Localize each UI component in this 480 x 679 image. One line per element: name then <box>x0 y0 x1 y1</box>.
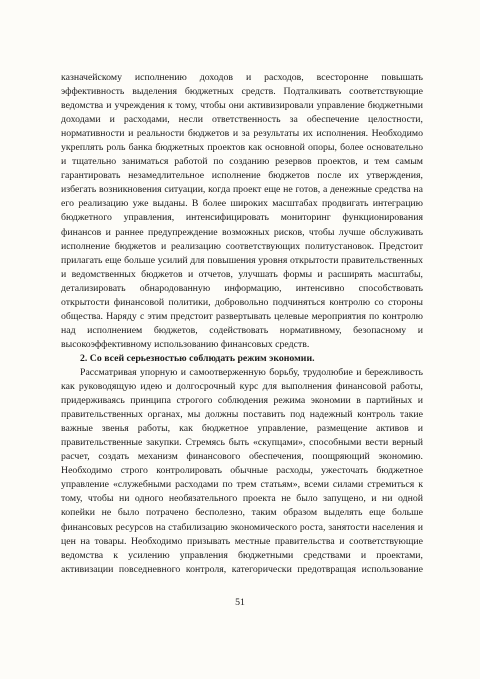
text-line: и ведомственных бюджетов и отчетов, улучшать формы и расширять масштабы, <box>61 268 423 280</box>
text-line: придерживаясь принципа строгого соблюдения режима экономии в партийных и <box>61 395 423 407</box>
text-line: как руководящую идею и долгосрочный курс для выполнения финансовой работы, <box>61 381 423 393</box>
text-line: правительственных органах, мы должны поставить под надежный контроль такие <box>61 409 423 421</box>
text-line: правительственные закупки. Стремясь быть «скупцами», способными вести верный <box>61 437 423 449</box>
text-line: его реализацию уже выданы. В более широких масштабах продвигать интеграцию <box>61 198 423 210</box>
text-line: и тщательно заниматься работой по созданию резервов проектов, и тем самым <box>61 156 423 168</box>
text-line: исполнение бюджетов и реализацию соответствующих политустановок. Предстоит <box>61 240 423 252</box>
text-line: избегать возникновения ситуации, когда проект еще не готов, а денежные средства на <box>61 184 423 196</box>
text-line: казначейскому исполнению доходов и расходов, всесторонне повышать <box>61 72 423 83</box>
text-line: общества. Наряду с этим предстоит развертывать целевые мероприятия по контролю <box>61 310 423 322</box>
text-line: детализировать обнародованную информацию, интенсивно способствовать <box>61 282 423 294</box>
page-number: 51 <box>235 597 245 608</box>
text-line: ведомства и учреждения к тому, чтобы они активизировали управление бюджетными <box>61 100 423 112</box>
body-text <box>61 71 423 577</box>
text-line: тому, чтобы ни одного необязательного проекта не было запущено, и ни одной <box>61 493 423 505</box>
text-line: цен на товары. Необходимо призывать местные правительства и соответствующие <box>61 535 423 547</box>
text-line: активизации повседневного контроля, категорически предотвращая использование <box>61 563 423 575</box>
text-line: важные звенья работы, как бюджетное управление, размещение активов и <box>61 423 423 435</box>
text-line: нормативности и реальности бюджетов и за результаты их исполнения. Необходимо <box>61 128 423 140</box>
text-line: гарантировать незамедлительное исполнение бюджетов после их утверждения, <box>61 170 423 182</box>
text-line: прилагать еще больше усилий для повышения уровня открытости правительственных <box>61 254 423 266</box>
text-line: Необходимо строго контролировать обычные расходы, ужесточать бюджетное <box>61 465 423 477</box>
text-line: финансовых ресурсов на стабилизацию экономического роста, занятости населения и <box>61 521 423 533</box>
text-line: доходами и расходами, несли ответственность за обеспечение целостности, <box>61 114 423 126</box>
text-line: над исполнением бюджетов, содействовать нормативному, безопасному и <box>61 324 423 336</box>
text-line: финансов и раннее предупреждение возможных рисков, чтобы лучше обслуживать <box>61 226 423 238</box>
text-line: копейки не было потрачено бесполезно, таким образом выделять еще больше <box>61 507 423 519</box>
text-line: расчет, создать механизм финансового обеспечения, поощряющий экономию. <box>61 451 423 463</box>
text-line: бюджетного управления, интенсифицировать мониторинг функционирования <box>61 212 423 224</box>
text-line: управление «служебными расходами по трем статьям», всеми силами стремиться к <box>61 479 423 491</box>
text-line: Рассматривая упорную и самоотверженную борьбу, трудолюбие и бережливость <box>80 366 423 378</box>
text-line: укреплять роль банка бюджетных проектов как основной опоры, более основательно <box>61 142 423 154</box>
text-line: открытости финансовой политики, добровольно подчиняться контролю со стороны <box>61 296 423 308</box>
text-line: эффективность выделения бюджетных средств. Подталкивать соответствующие <box>61 86 423 98</box>
text-line: высокоэффективному использованию финансовых средств. <box>61 338 310 350</box>
section-heading: 2. Со всей серьезностью соблюдать режим экономии. <box>80 352 315 364</box>
text-line: ведомства к усилению управления бюджетными средствами и проектами, <box>61 549 423 561</box>
